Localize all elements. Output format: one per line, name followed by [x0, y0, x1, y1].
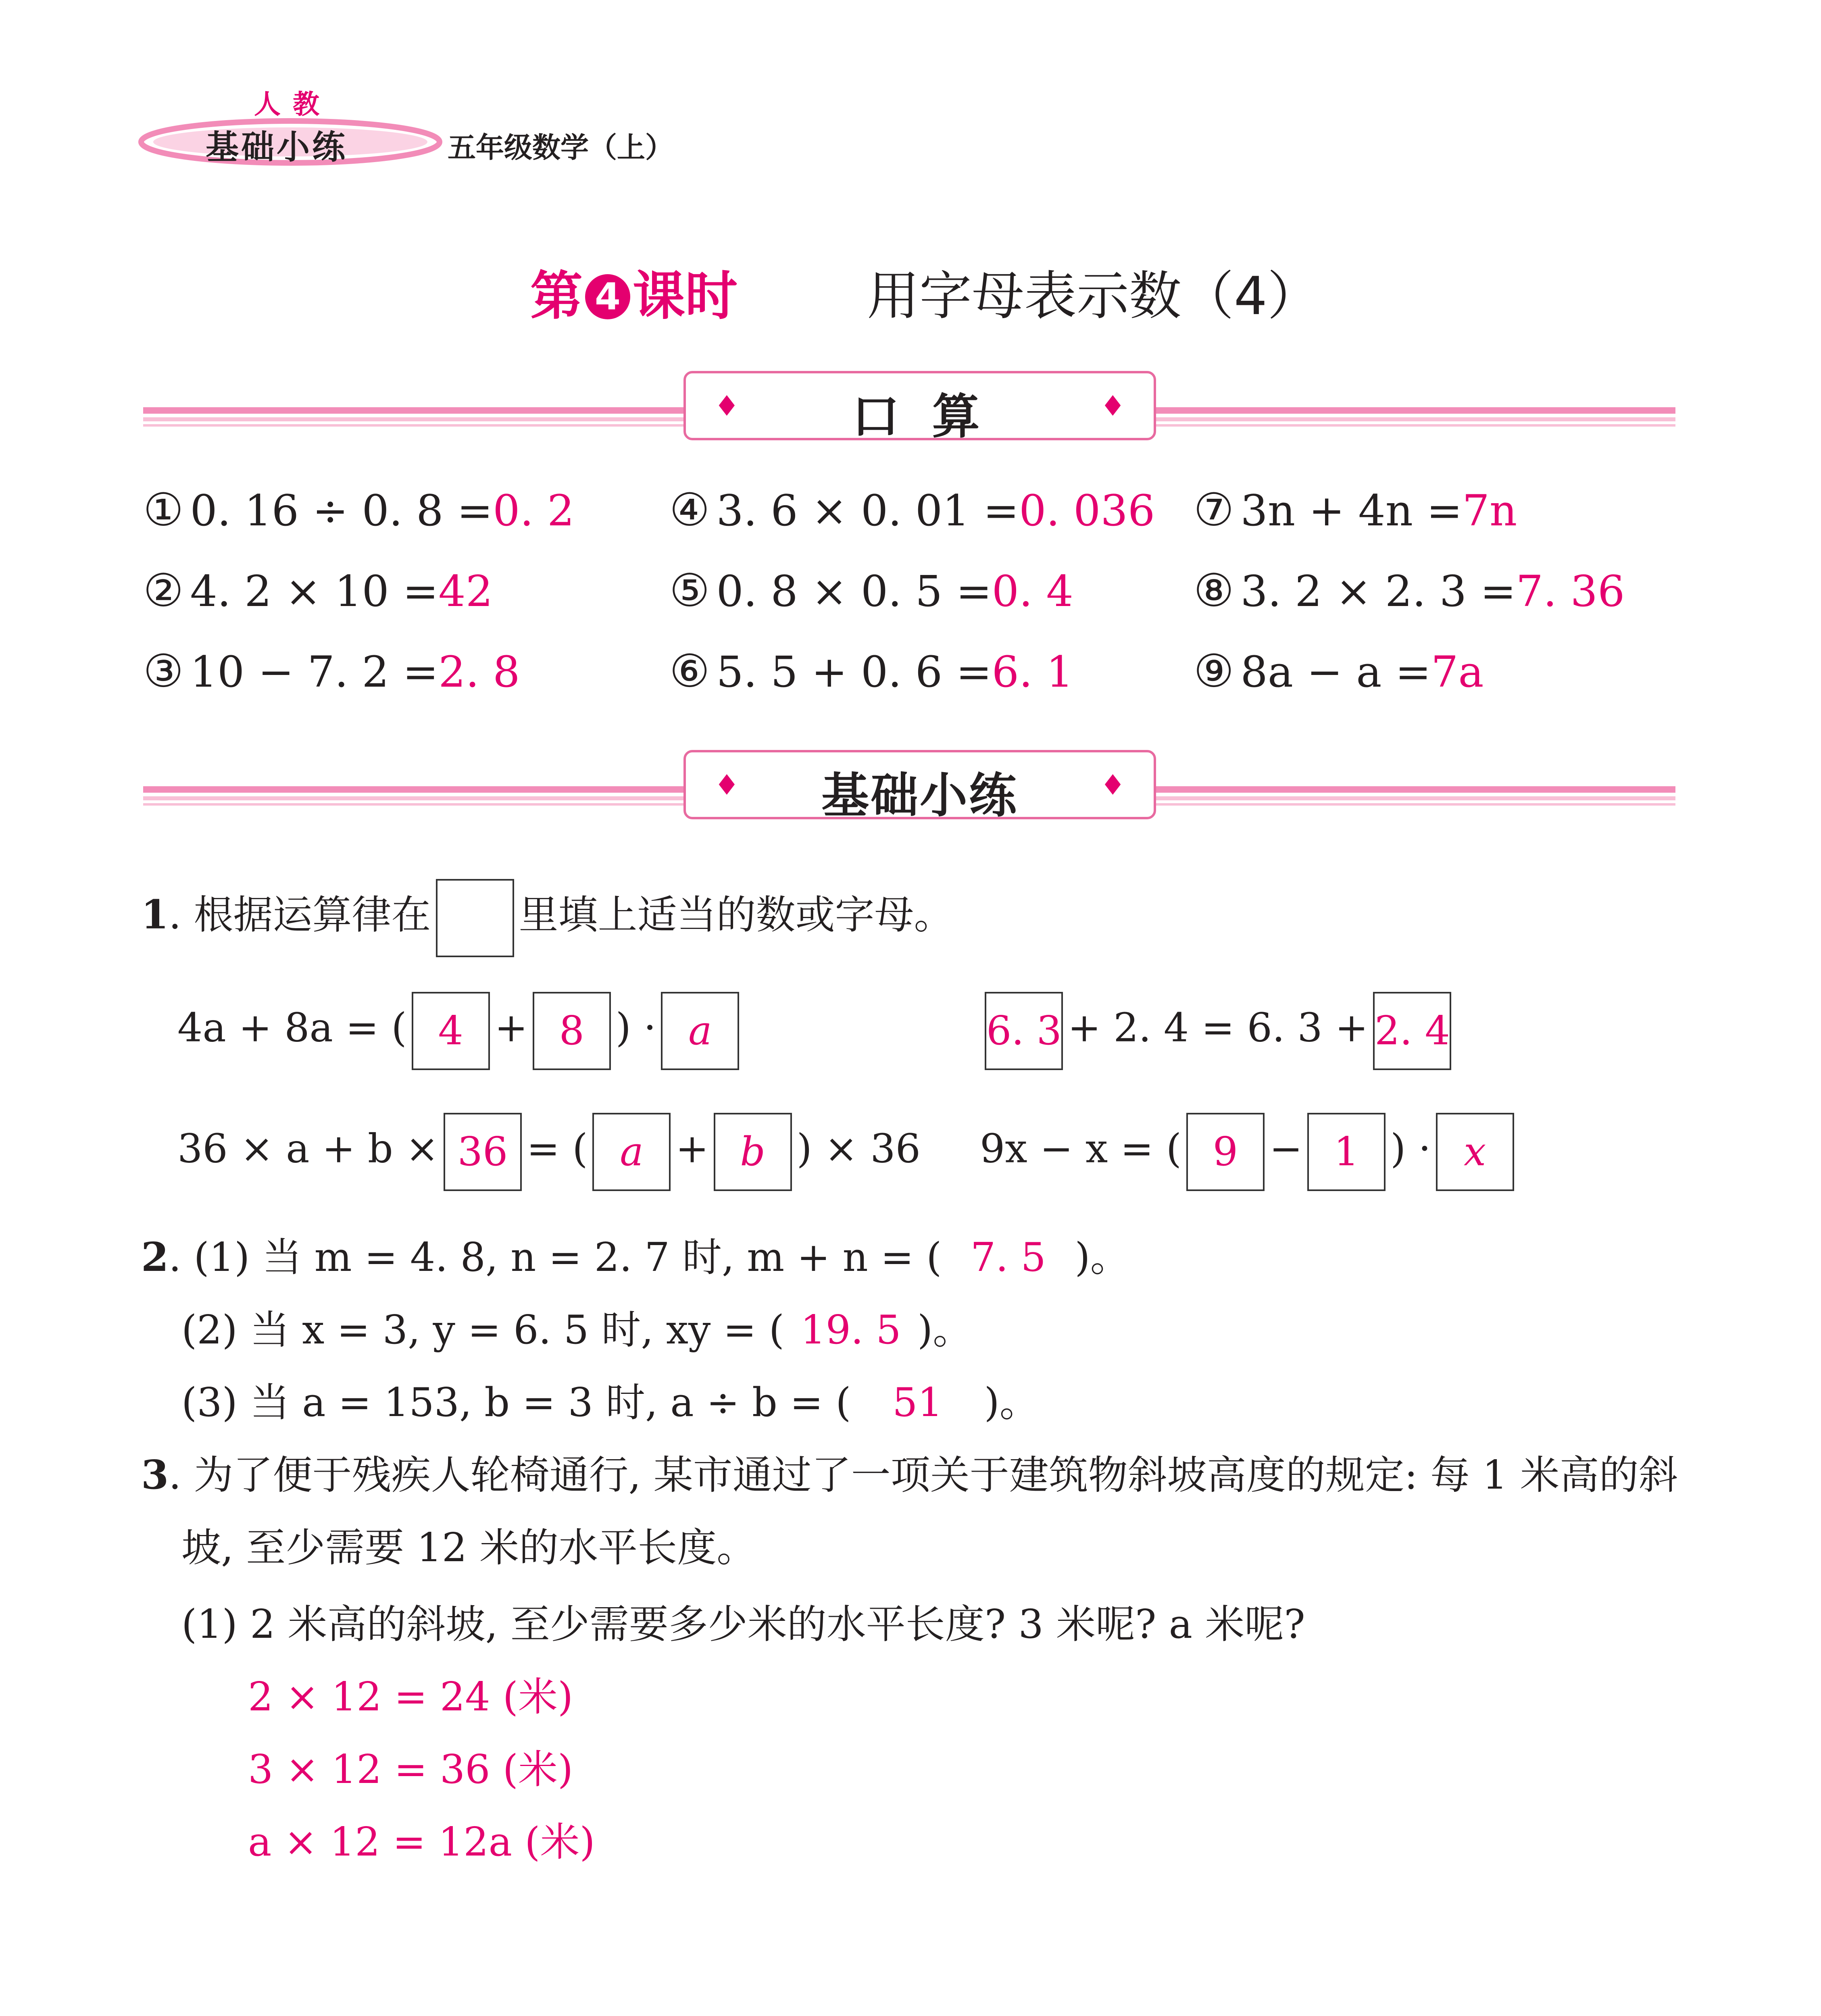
mental-item-expr: 10 − 7. 2 =: [190, 647, 439, 697]
q1-r1a-close: ) ·: [615, 1005, 656, 1051]
q1-r1b-mid: + 2. 4 = 6. 3 +: [1068, 1005, 1368, 1051]
q3-ans1-line3: a × 12 = 12a (米): [248, 1819, 595, 1865]
mental-item-answer: 0. 4: [992, 566, 1073, 616]
mental-item-number: ④: [669, 484, 710, 536]
mental-item: [669, 564, 1073, 617]
q2-p3-answer: 51: [892, 1380, 943, 1426]
answer-box: 4: [412, 992, 490, 1070]
q2-part3: [181, 1371, 1039, 1428]
q1-r1a-plus: +: [494, 1005, 528, 1051]
lesson-number: 4: [585, 274, 630, 319]
answer-box: 1: [1307, 1113, 1386, 1191]
diamond-icon: ♦: [714, 389, 740, 423]
q2-p2-answer: 19. 5: [800, 1307, 901, 1353]
q1-text-after: 里填上适当的数或字母。: [519, 892, 954, 938]
mental-item-answer: 7. 36: [1516, 566, 1625, 616]
header-grade: 五年级数学（上）: [448, 131, 673, 164]
mental-item-expr: 0. 16 ÷ 0. 8 =: [190, 486, 493, 535]
q1-r2a-lhs: 36 × a + b ×: [177, 1126, 439, 1172]
mental-item-answer: 7n: [1462, 486, 1517, 535]
mental-item: [1194, 484, 1517, 536]
mental-item-answer: 0. 2: [493, 486, 575, 535]
mental-item-number: ⑧: [1194, 564, 1234, 617]
mental-item-number: ⑤: [669, 564, 710, 617]
mental-item: [143, 484, 574, 536]
mental-item-number: ①: [143, 484, 184, 536]
q1-sample-box: [436, 879, 514, 957]
q1-prompt: [141, 879, 954, 957]
q2-number: 2: [141, 1234, 169, 1281]
q3-ans1-line2: 3 × 12 = 36 (米): [248, 1747, 573, 1793]
diamond-icon: ♦: [1100, 768, 1125, 802]
q2-p1-end: )。: [1075, 1235, 1130, 1281]
q1-row1-right: [980, 992, 1456, 1070]
section-bar-basic: [143, 768, 1675, 823]
mental-item-answer: 0. 036: [1019, 486, 1155, 535]
mental-item: [143, 645, 520, 698]
mental-item-expr: 0. 8 × 0. 5 =: [716, 566, 992, 616]
answer-box: 8: [533, 992, 611, 1070]
answer-box: 36: [444, 1113, 522, 1191]
q2-p1-answer: 7. 5: [970, 1235, 1046, 1281]
answer-box: 9: [1186, 1113, 1265, 1191]
diamond-icon: ♦: [1100, 389, 1125, 423]
q2-p1-text: . (1) 当 m = 4. 8, n = 2. 7 时, m + n = (: [169, 1235, 942, 1281]
mental-item-answer: 42: [438, 566, 493, 616]
lesson-badge: [530, 254, 738, 329]
answer-box: 6. 3: [985, 992, 1063, 1070]
q2-p2-text: (2) 当 x = 3, y = 6. 5 时, xy = (: [181, 1307, 784, 1353]
diamond-icon: ♦: [714, 768, 740, 802]
header-brand: 基础小练: [206, 128, 348, 167]
mental-item-number: ③: [143, 645, 184, 698]
mental-item-number: ⑨: [1194, 645, 1234, 698]
mental-item-expr: 8a − a =: [1240, 647, 1431, 697]
q1-r2b-lhs: 9x − x = (: [980, 1126, 1181, 1172]
mental-item-answer: 7a: [1431, 647, 1484, 697]
answer-box: a: [661, 992, 739, 1070]
q1-r2a-eq: = (: [526, 1126, 588, 1172]
q1-r2b-close: ) ·: [1390, 1126, 1431, 1172]
q3-line1: [141, 1443, 1678, 1500]
q1-row1-left: [177, 992, 744, 1070]
header-publisher-label: 人教: [254, 89, 331, 120]
mental-item-answer: 2. 8: [438, 647, 520, 697]
q1-r2a-close: ) × 36: [796, 1126, 921, 1172]
mental-item: [669, 645, 1073, 698]
q3-number: 3: [141, 1452, 169, 1498]
mental-item-expr: 4. 2 × 10 =: [190, 566, 439, 616]
mental-item-answer: 6. 1: [992, 647, 1073, 697]
q2-p2-end: )。: [917, 1307, 973, 1353]
answer-box: 2. 4: [1373, 992, 1451, 1070]
q1-r2b-minus: −: [1269, 1126, 1303, 1172]
q2-p3-text: (3) 当 a = 153, b = 3 时, a ÷ b = (: [181, 1380, 851, 1426]
answer-box: x: [1436, 1113, 1514, 1191]
lesson-prefix: 第: [530, 265, 583, 327]
mental-item: [669, 484, 1155, 536]
q1-number: 1: [141, 891, 169, 938]
q2-p3-end: )。: [984, 1380, 1039, 1426]
q1-r2a-plus: +: [675, 1126, 709, 1172]
mental-item-expr: 3. 6 × 0. 01 =: [716, 486, 1019, 535]
section-bar-mental: [143, 389, 1675, 444]
q2-part1: [141, 1226, 1130, 1283]
mental-item-expr: 5. 5 + 0. 6 =: [716, 647, 992, 697]
section-title-mental: 口 算: [852, 389, 988, 444]
q1-text-before: . 根据运算律在: [169, 892, 431, 938]
mental-item: [1194, 645, 1484, 698]
mental-item-number: ⑦: [1194, 484, 1234, 536]
mental-item: [1194, 564, 1625, 617]
q3-line1-text: . 为了便于残疾人轮椅通行, 某市通过了一项关于建筑物斜坡高度的规定: 每 1 米高的斜: [169, 1452, 1678, 1498]
q1-row2-right: [980, 1113, 1519, 1191]
mental-item-number: ②: [143, 564, 184, 617]
lesson-title: 用字母表示数（4）: [867, 265, 1320, 327]
q1-row2-left: [177, 1113, 921, 1191]
answer-box: a: [592, 1113, 671, 1191]
q1-r1a-lhs: 4a + 8a = (: [177, 1005, 407, 1051]
q3-ans1-line1: 2 × 12 = 24 (米): [248, 1674, 573, 1720]
mental-item-number: ⑥: [669, 645, 710, 698]
q3-line2: 坡, 至少需要 12 米的水平长度。: [181, 1525, 756, 1571]
q3-sub1: (1) 2 米高的斜坡, 至少需要多少米的水平长度? 3 米呢? a 米呢?: [181, 1602, 1305, 1647]
q2-part2: [181, 1298, 972, 1355]
mental-item-expr: 3. 2 × 2. 3 =: [1240, 566, 1516, 616]
lesson-suffix: 课时: [633, 265, 738, 327]
section-title-basic: 基础小练: [821, 768, 1018, 823]
mental-item: [143, 564, 493, 617]
mental-item-expr: 3n + 4n =: [1240, 486, 1463, 535]
answer-box: b: [714, 1113, 792, 1191]
